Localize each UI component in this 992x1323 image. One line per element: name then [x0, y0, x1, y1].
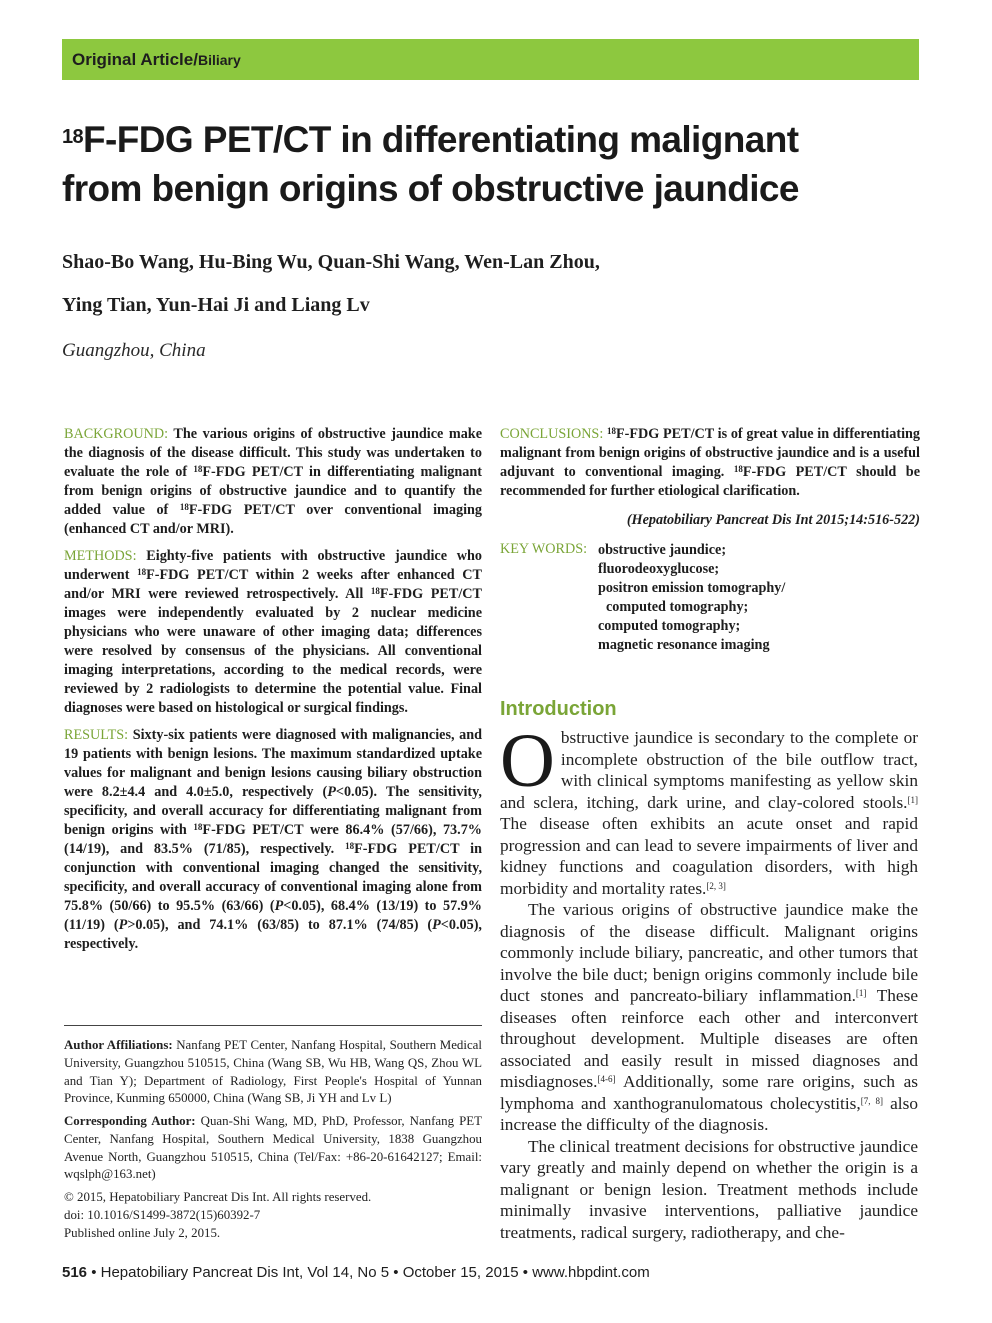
abstract-methods: METHODS: Eighty-five patients with obstructive jaundice who underwent $^{18}$F-FDG PET/CT within 2 weeks after enhanced CT and/or MRI were reviewed retrospectively. All $^{18}$F-FDG PET/CT images were independently evaluated by 2 nuclear medicine physicians who were unaware of other imaging data; differences were resolved by consensus of the physicians. All conventional imaging interpretations, according to the medical records, were reviewed by 2 radiologists to determine the potential value. Final diagnoses were based on histological or surgical findings. [64, 548, 482, 716]
page-footer [62, 1264, 650, 1281]
reference-link[interactable]: [1] [907, 794, 918, 805]
keywords-list [598, 541, 785, 655]
copyright-notice: © 2015, Hepatobiliary Pancreat Dis Int. All rights reserved. [64, 1190, 372, 1204]
doi[interactable]: doi: 10.1016/S1499-3872(15)60392-7 [64, 1207, 261, 1222]
author-list-line1: Shao-Bo Wang, Hu-Bing Wu, Quan-Shi Wang, Wen-Lan Zhou, [62, 251, 600, 273]
intro-paragraph-1: Obstructive jaundice is secondary to the complete or incomplete obstruction of the bile outflow tract, with clinical symptoms manifesting as yellow skin and sclera, itching, dark urine, and clay-colored stools.[1] The disease often exhibits an acute onset and rapid progression and can lead to severe impairments of liver and kidney functions and coagulation disorders, with high morbidity and mortality rates.[2, 3] [500, 719, 918, 898]
introduction-body [500, 719, 918, 1243]
page-number: 516 [62, 1264, 88, 1281]
reference-link[interactable]: [7, 8] [860, 1095, 884, 1106]
keyword-item: fluorodeoxyglucose; [598, 561, 720, 577]
intro-paragraph-2: The various origins of obstructive jaundice make the diagnosis of the disease difficult. Malignant origins commonly include biliary, pancreatic, and other tumors that involve the bile duct; benign origins commonly include bile duct stones and pancreato-biliary inflammation.[1] These diseases often reinforce each other and interconvert throughout development. Multiple diseases are often associated and easily result in missed diagnoses and misdiagnoses.[4-6] Additionally, some rare origins, such as lymphoma and xanthogranulomatous cholecystitis,[7, 8] also increase the difficulty of the diagnosis. [500, 900, 918, 1134]
author-list-line2: Ying Tian, Yun-Hai Ji and Liang Lv [62, 294, 370, 316]
section-label: Original Article/Biliary [72, 50, 241, 69]
author-affiliations: Author Affiliations: Nanfang PET Center, Nanfang Hospital, Southern Medical University, Guangzhou 510515, China (Wang SB, Wu HB, Wang QS, Zhou WL and Tian Y); Department of Radiology, First People's Hospital of Yunnan Province, Kunming 650000, China (Wang SB, Ji YH and Lv L) [64, 1038, 482, 1106]
footer-journal-info: • Hepatobiliary Pancreat Dis Int, Vol 14, No 5 • October 15, 2015 • www.hbpdint.com [87, 1264, 650, 1281]
keyword-item: computed tomography; [606, 599, 749, 615]
abstract-background: BACKGROUND: The various origins of obstructive jaundice make the diagnosis of the disease difficult. This study was undertaken to evaluate the role of $^{18}$F-FDG PET/CT in differentiating malignant from benign origins of obstructive jaundice and to quantify the added value of $^{18}$F-FDG PET/CT over conventional imaging (enhanced CT and/or MRI). [64, 426, 482, 537]
introduction-heading: Introduction [500, 698, 617, 720]
abstract-conclusions: CONCLUSIONS: $^{18}$F-FDG PET/CT is of great value in differentiating malignant from benign origins of obstructive jaundice and is a useful adjuvant to conventional imaging. $^{18}$F-FDG PET/CT should be recommended for further etiological clarification. [500, 426, 920, 499]
section-banner [62, 39, 919, 80]
keyword-item: magnetic resonance imaging [598, 637, 770, 653]
drop-cap: O [500, 719, 555, 803]
abstract-results: RESULTS: Sixty-six patients were diagnosed with malignancies, and 19 patients with benign lesions. The maximum standardized uptake values for malignant and benign lesions causing biliary obstruction were 8.2±4.4 and 4.0±5.0, respectively (P<0.05). The sensitivity, specificity, and overall accuracy for differentiating malignant from benign origins with $^{18}$F-FDG PET/CT were 86.4% (57/66), 73.7% (14/19), and 83.5% (71/85), respectively. $^{18}$F-FDG PET/CT in conjunction with conventional imaging changed the sensitivity, specificity, and overall accuracy of conventional imaging alone from 75.8% (50/66) to 95.5% (63/66) (P<0.05), 68.4% (13/19) to 57.9% (11/19) (P>0.05), and 74.1% (63/85) to 87.1% (74/85) (P<0.05), respectively. [64, 727, 482, 952]
publication-info [64, 1189, 482, 1242]
keywords-label: KEY WORDS: [500, 541, 588, 557]
corresponding-author: Corresponding Author: Quan-Shi Wang, MD, PhD, Professor, Nanfang PET Center, Nanfang Hospital, Southern Medical University, 1838 Guangzhou Avenue North, Guangzhou 510515, China (Tel/Fax: +86-20-61642127; Email: wqslph@163.net) [64, 1114, 483, 1182]
reference-link[interactable]: [1] [855, 988, 867, 998]
keyword-item: computed tomography; [598, 618, 741, 634]
keyword-item: obstructive jaundice; [598, 542, 727, 558]
article-title: $^{18}$F-FDG PET/CT in differentiating malignant from benign origins of obstructive jaundice [62, 119, 799, 209]
reference-link[interactable]: [4-6] [597, 1074, 616, 1084]
published-date: Published online July 2, 2015. [64, 1225, 221, 1240]
affiliation-divider [64, 1025, 482, 1026]
intro-paragraph-3: The clinical treatment decisions for obstructive jaundice vary greatly and mainly depend on whether the origin is a malignant or benign lesion. Treatment methods include minimally invasive interventions, palliative jaundice treatments, radical surgery, radiotherapy, and che- [500, 1136, 918, 1242]
keyword-item: positron emission tomography/ [598, 580, 786, 596]
reference-link[interactable]: [2, 3] [706, 880, 726, 891]
journal-citation: (Hepatobiliary Pancreat Dis Int 2015;14:516-522) [626, 512, 920, 528]
author-location: Guangzhou, China [62, 340, 206, 361]
